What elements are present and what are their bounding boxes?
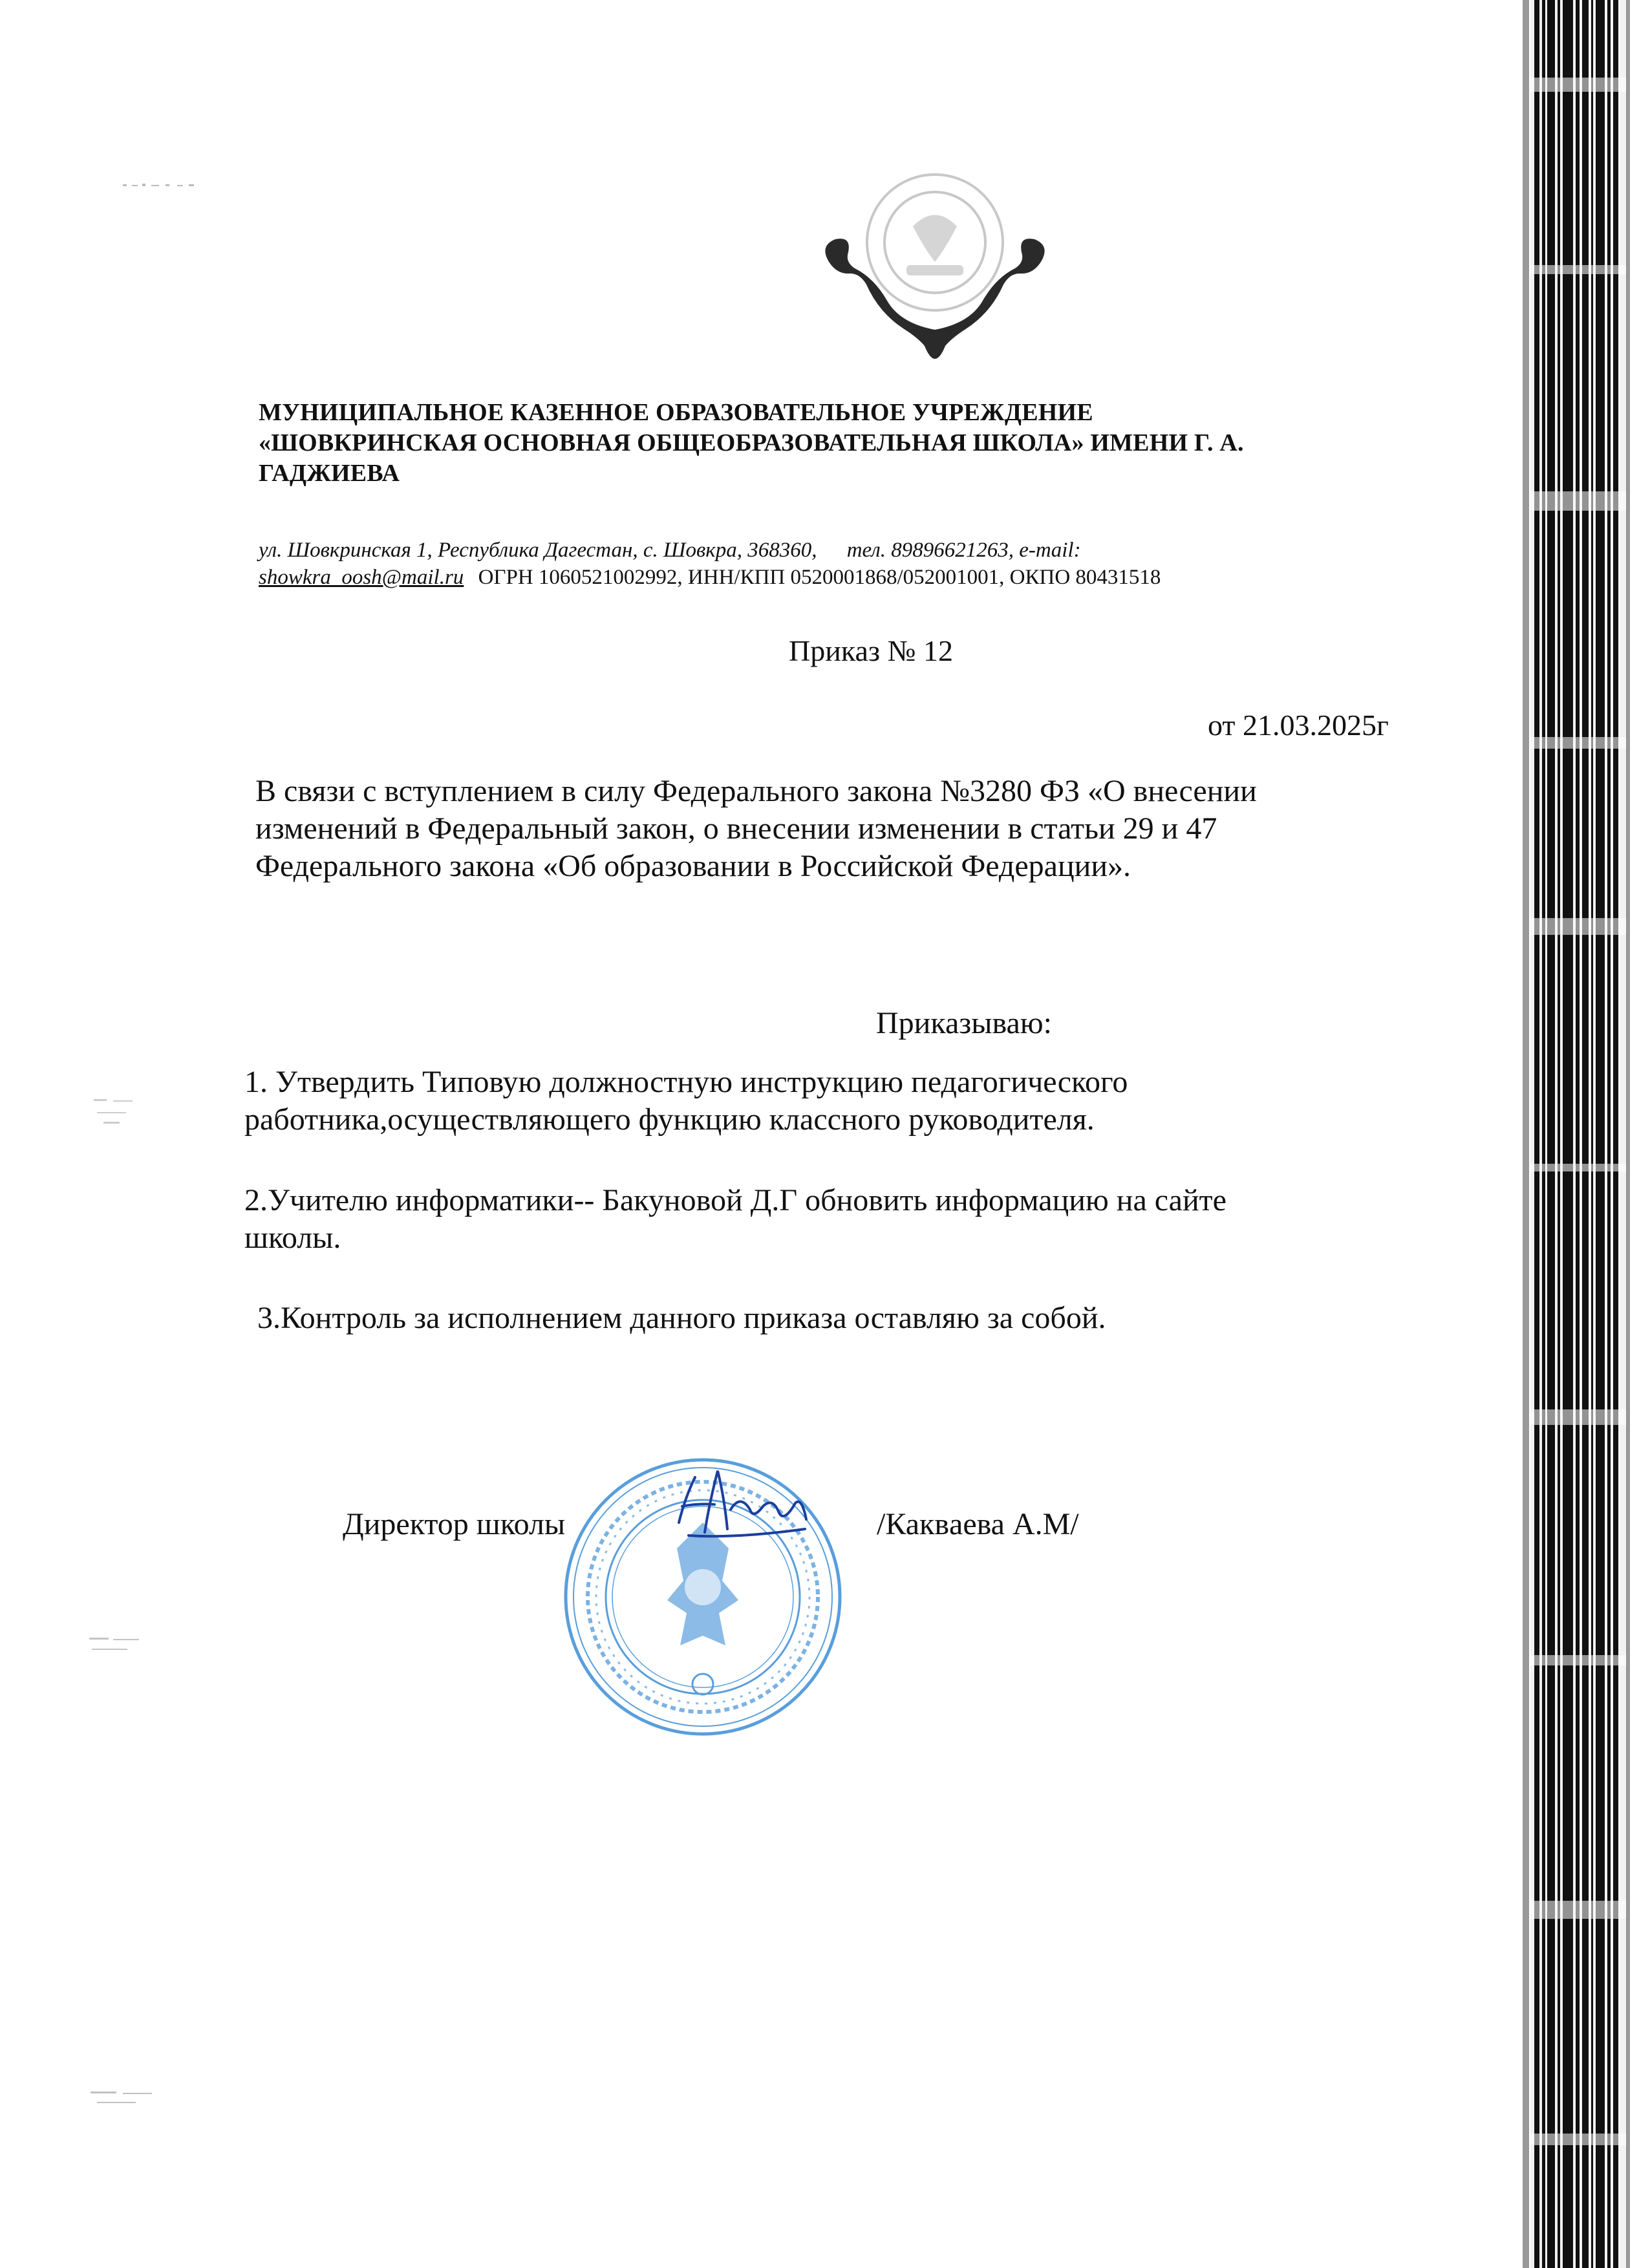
preamble-paragraph: [255, 773, 1257, 885]
preamble-line: Федерального закона «Об образовании в Российской Федерации».: [255, 849, 1131, 883]
email-link[interactable]: showkra_oosh@mail.ru: [259, 566, 464, 589]
order-item-3: [257, 1300, 1106, 1337]
order-title: Приказ № 12: [789, 634, 953, 667]
order-item-1: [244, 1064, 1128, 1139]
header-line-2: «ШОВКРИНСКАЯ ОСНОВНАЯ ОБЩЕОБРАЗОВАТЕЛЬНАЯ ШКОЛА» ИМЕНИ Г. А.: [259, 429, 1244, 456]
order-date: от 21.03.2025г: [1208, 709, 1389, 742]
scan-edge-dark-strip: [1523, 0, 1650, 2268]
handwritten-signature: [669, 1458, 818, 1548]
header-line-3: ГАДЖИЕВА: [259, 460, 400, 487]
institution-header: [259, 398, 1487, 489]
decree-heading: Приказываю:: [876, 1006, 1052, 1040]
scan-noise-left-mid: [91, 1093, 149, 1131]
scan-noise-bottom-left: [87, 2085, 165, 2111]
header-line-1: МУНИЦИПАЛЬНОЕ КАЗЕННОЕ ОБРАЗОВАТЕЛЬНОЕ УЧРЕЖДЕНИЕ: [259, 399, 1093, 426]
item-line: 3.Контроль за исполнением данного приказа оставляю за собой.: [257, 1301, 1106, 1335]
scan-noise-top-left: [123, 181, 200, 189]
address-phone: тел. 89896621263, e-mail:: [846, 539, 1081, 562]
signature-title: Директор школы: [343, 1507, 566, 1541]
dagestan-emblem-icon: [816, 165, 1054, 365]
address-street: ул. Шовкринская 1, Республика Дагестан, с. Шовкра, 368360,: [259, 539, 817, 562]
item-line: 1. Утвердить Типовую должностную инструкцию педагогического: [244, 1065, 1128, 1099]
preamble-line: В связи с вступлением в силу Федерального закона №3280 ФЗ «О внесении: [255, 774, 1257, 808]
registration-numbers: ОГРН 1060521002992, ИНН/КПП 0520001868/052001001, ОКПО 80431518: [478, 566, 1161, 589]
item-line: 2.Учителю информатики-- Бакуновой Д.Г обновить информацию на сайте: [244, 1183, 1227, 1217]
scan-noise-left-low: [84, 1632, 155, 1658]
signature-name: /Каквaева А.М/: [877, 1507, 1079, 1541]
item-line: школы.: [244, 1221, 341, 1255]
preamble-line: изменений в Федеральный закон, о внесении изменении в статьи 29 и 47: [255, 811, 1217, 846]
address-block: [259, 537, 1500, 591]
item-line: работника,осуществляющего функцию классного руководителя.: [244, 1102, 1095, 1137]
order-item-2: [244, 1182, 1227, 1257]
